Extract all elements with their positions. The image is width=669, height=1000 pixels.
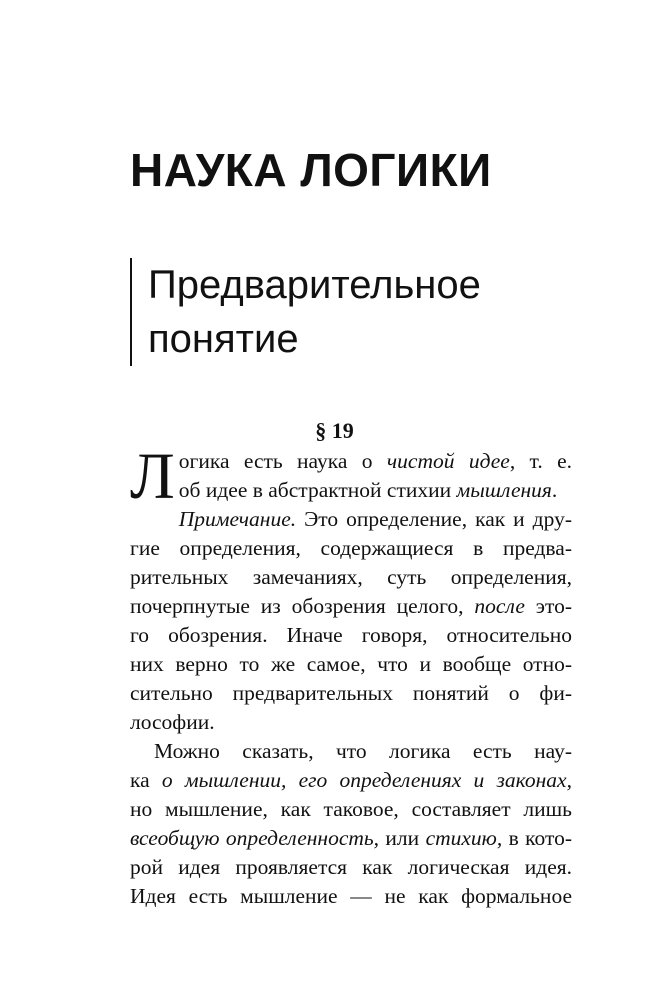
italic-span: Примечание. [178,507,297,531]
chapter-heading-line-2: понятие [148,317,299,361]
text-span: почерпнутые из обозрения целого, [130,594,475,618]
italic-span: после [474,594,525,618]
text-span: в кото- [502,826,572,850]
italic-span: о мышлении, его определениях и законах, [161,768,572,792]
text-line [130,505,572,534]
text-line [130,476,572,505]
section-number: § 19 [315,418,354,443]
text-span: ка [130,768,162,792]
text-span: огика есть наука о [178,449,387,473]
text-line [130,766,572,795]
italic-span: мышления [456,478,552,502]
text-line: рой идея проявляется как логическая идея. [130,855,572,879]
italic-span: всеобщую определенность, [130,826,380,850]
text-line: Идея есть мышление — не как формальное [130,884,572,908]
text-line [130,447,572,476]
text-span: , т. е. [509,449,572,473]
text-line [130,592,572,621]
text-span: это- [524,594,573,618]
text-line: лософии. [130,710,215,734]
text-line: сительно предварительных понятий о фи- [130,681,572,705]
chapter-heading [130,258,481,366]
chapter-heading-line-1: Предварительное [148,263,481,307]
text-line: но мышление, как таковое, составляет лишь [130,797,572,821]
text-line [130,824,572,853]
text-span: . [551,478,558,502]
italic-span: чистой идее [386,449,510,473]
text-line: го обозрения. Иначе говоря, относительно [130,623,572,647]
book-title: НАУКА ЛОГИКИ [130,144,492,196]
text-line: рительных замечаниях, суть определения, [130,565,572,589]
drop-cap: Л [130,440,175,513]
text-line: Можно сказать, что логика есть нау- [154,739,572,763]
body-text [130,440,573,911]
text-span: об идее в абстрактной стихии [178,478,457,502]
text-span: или [379,826,426,850]
text-span: Это определение, как и дру- [296,507,572,531]
text-line: них верно то же самое, что и вообще отно- [130,652,572,676]
italic-span: стихию, [425,826,503,850]
text-line: гие определения, содержащиеся в предва- [130,536,572,560]
